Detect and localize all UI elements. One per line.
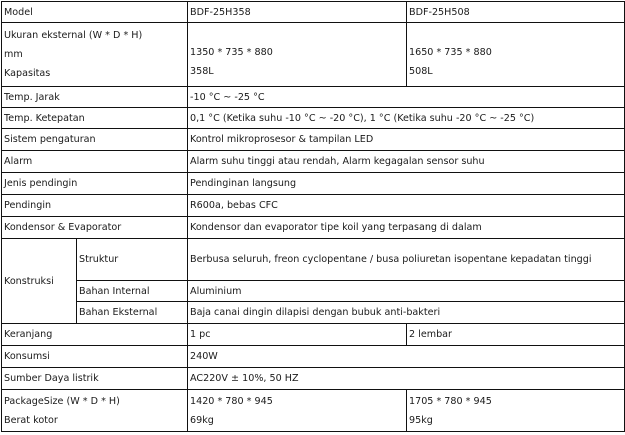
gross-weight-b: 95kg [409, 414, 433, 426]
table-row [2, 302, 625, 324]
basket-label: Keranjang [2, 324, 188, 346]
construction-label: Konstruksi [2, 239, 77, 324]
table-row [2, 129, 625, 151]
inner-material-label: Bahan Internal [77, 281, 188, 302]
model-label: Model [2, 2, 188, 23]
inner-material-value: Aluminium [188, 281, 625, 302]
model-a: BDF-25H358 [188, 2, 407, 23]
table-row [2, 108, 625, 129]
table-row [2, 23, 625, 87]
table-row [2, 195, 625, 217]
refrigerant-value: R600a, bebas CFC [188, 195, 625, 217]
table-row [2, 324, 625, 346]
condenser-label: Kondensor & Evaporator [2, 217, 188, 239]
basket-b: 2 lembar [407, 324, 625, 346]
model-b: BDF-25H508 [407, 2, 625, 23]
temp-accuracy-value: 0,1 °C (Ketika suhu -10 °C ~ -20 °C), 1 °C (Ketika suhu -20 °C ~ -25 °C) [188, 108, 625, 129]
dimensions-label-cell [2, 23, 188, 87]
capacity-b: 508L [409, 65, 433, 77]
table-row [2, 2, 625, 23]
table-row [2, 368, 625, 390]
gross-weight-a: 69kg [190, 414, 214, 426]
dimensions-b: 1650 * 735 * 880 [409, 46, 492, 58]
control-system-value: Kontrol mikroprosesor & tampilan LED [188, 129, 625, 151]
gross-weight-label: Berat kotor [4, 414, 58, 426]
dimensions-a: 1350 * 735 * 880 [190, 46, 273, 58]
power-value: AC220V ± 10%, 50 HZ [188, 368, 625, 390]
basket-a: 1 pc [188, 324, 407, 346]
table-row [2, 217, 625, 239]
temp-range-value: -10 °C ~ -25 °C [188, 87, 625, 108]
table-row [2, 87, 625, 108]
capacity-a: 358L [190, 65, 214, 77]
consumption-label: Konsumsi [2, 346, 188, 368]
refrigerant-label: Pendingin [2, 195, 188, 217]
package-size-a: 1420 * 780 * 945 [190, 395, 273, 407]
power-label: Sumber Daya listrik [2, 368, 188, 390]
cooling-type-label: Jenis pendingin [2, 173, 188, 195]
table-row [2, 151, 625, 173]
structure-value: Berbusa seluruh, freon cyclopentane / busa poliuretan isopentane kepadatan tinggi [188, 239, 625, 281]
alarm-value: Alarm suhu tinggi atau rendah, Alarm kegagalan sensor suhu [188, 151, 625, 173]
dimensions-b-cell [407, 23, 625, 87]
package-size-label: PackageSize (W * D * H) [4, 395, 120, 407]
table-row [2, 390, 625, 432]
cooling-type-value: Pendinginan langsung [188, 173, 625, 195]
package-b-cell [407, 390, 625, 432]
temp-range-label: Temp. Jarak [2, 87, 188, 108]
control-system-label: Sistem pengaturan [2, 129, 188, 151]
structure-label: Struktur [77, 239, 188, 281]
package-size-b: 1705 * 780 * 945 [409, 395, 492, 407]
dimensions-unit: mm [4, 49, 23, 60]
spec-table [1, 1, 625, 432]
dimensions-a-cell [188, 23, 407, 87]
capacity-label: Kapasitas [4, 68, 51, 79]
alarm-label: Alarm [2, 151, 188, 173]
package-a-cell [188, 390, 407, 432]
table-row [2, 346, 625, 368]
condenser-value: Kondensor dan evaporator tipe koil yang terpasang di dalam [188, 217, 625, 239]
temp-accuracy-label: Temp. Ketepatan [2, 108, 188, 129]
consumption-value: 240W [188, 346, 625, 368]
table-row [2, 173, 625, 195]
package-label-cell [2, 390, 188, 432]
dimensions-label: Ukuran eksternal (W * D * H) [4, 30, 143, 41]
table-row [2, 239, 625, 281]
outer-material-value: Baja canai dingin dilapisi dengan bubuk anti-bakteri [188, 302, 625, 324]
table-row [2, 281, 625, 302]
outer-material-label: Bahan Eksternal [77, 302, 188, 324]
